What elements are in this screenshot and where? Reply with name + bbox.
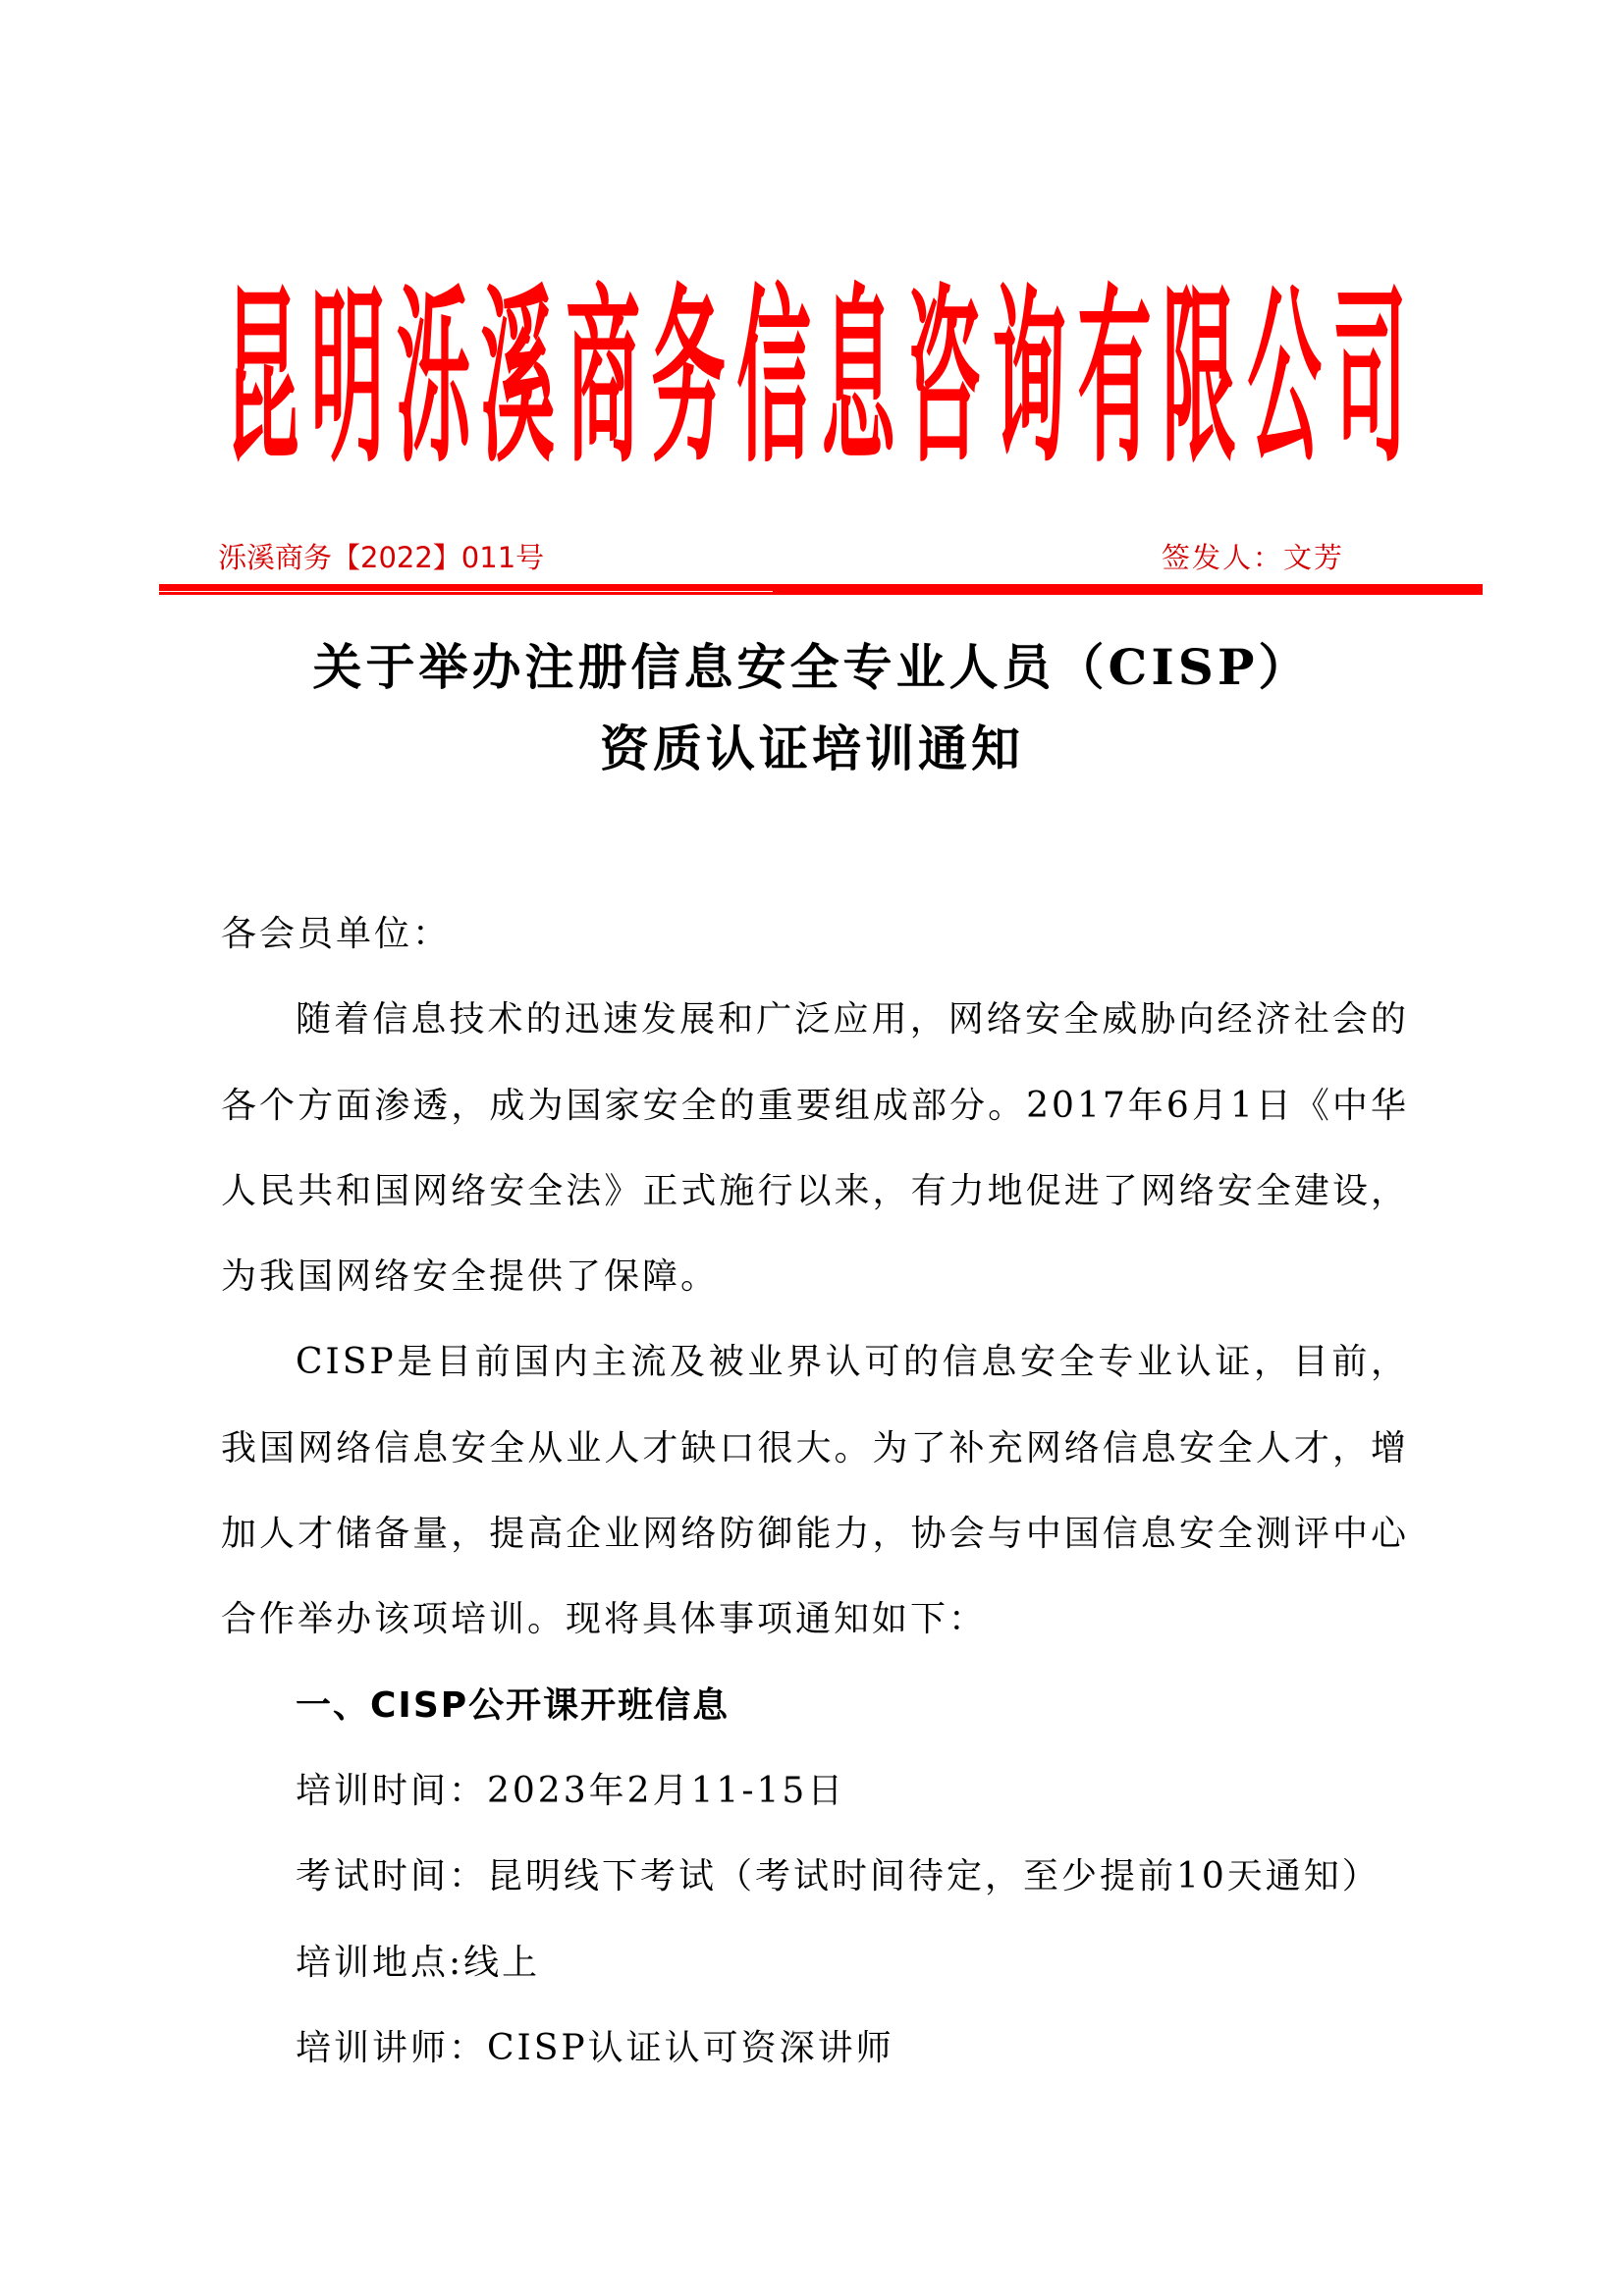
salutation: 各会员单位：: [221, 914, 452, 954]
document-body: [221, 891, 1409, 2091]
body-paragraph-1: 随着信息技术的迅速发展和广泛应用，网络安全威胁向经济社会的各个方面渗透，成为国家安全的重要组成部分。2017年6月1日《中华人民共和国网络安全法》正式施行以来，有力地促进了网络安全建设，为我国网络安全提供了保障。: [221, 999, 1409, 1298]
letterhead-char: 询: [992, 268, 1066, 489]
document-number: 泺溪商务【2022】011号: [218, 541, 545, 574]
letterhead-char: 溪: [480, 268, 556, 489]
letterhead-company-name: [218, 268, 1407, 489]
document-title-line-1: 关于举办注册信息安全专业人员（CISP）: [312, 638, 1312, 696]
letterhead-char: 公: [1247, 268, 1323, 489]
letterhead-char: 信: [735, 268, 811, 489]
trainer-line: 培训讲师：CISP认证认可资深讲师: [296, 2027, 894, 2068]
letterhead-char: 息: [821, 268, 896, 489]
letterhead-char: 务: [651, 268, 726, 489]
document-header-row: [218, 538, 1367, 577]
exam-time-line: 考试时间：昆明线下考试（考试时间待定，至少提前10天通知）: [296, 1856, 1380, 1897]
training-location-line: 培训地点:线上: [296, 1942, 541, 1983]
training-time-line: 培训时间：2023年2月11-15日: [296, 1770, 846, 1811]
letterhead-char: 司: [1332, 268, 1407, 489]
letterhead-char: 商: [566, 268, 640, 489]
red-divider-inner-line: [159, 591, 773, 592]
body-paragraph-2: CISP是目前国内主流及被业界认可的信息安全专业认证，目前，我国网络信息安全从业人才缺口很大。为了补充网络信息安全人才，增加人才储备量，提高企业网络防御能力，协会与中国信息安全测评中心合作举办该项培训。现将具体事项通知如下：: [221, 1342, 1409, 1640]
letterhead-char: 有: [1077, 268, 1152, 489]
letterhead-char: 限: [1162, 268, 1237, 489]
document-title-line-2: 资质认证培训通知: [600, 720, 1024, 777]
letterhead-char: 明: [310, 268, 385, 489]
letterhead-char: 泺: [395, 268, 470, 489]
section-heading-1: 一、CISP公开课开班信息: [296, 1684, 731, 1726]
letterhead-char: 昆: [225, 268, 299, 489]
signer: 签发人：文芳: [1162, 541, 1345, 574]
red-divider-line: [159, 584, 1483, 595]
letterhead-char: 咨: [906, 268, 981, 489]
